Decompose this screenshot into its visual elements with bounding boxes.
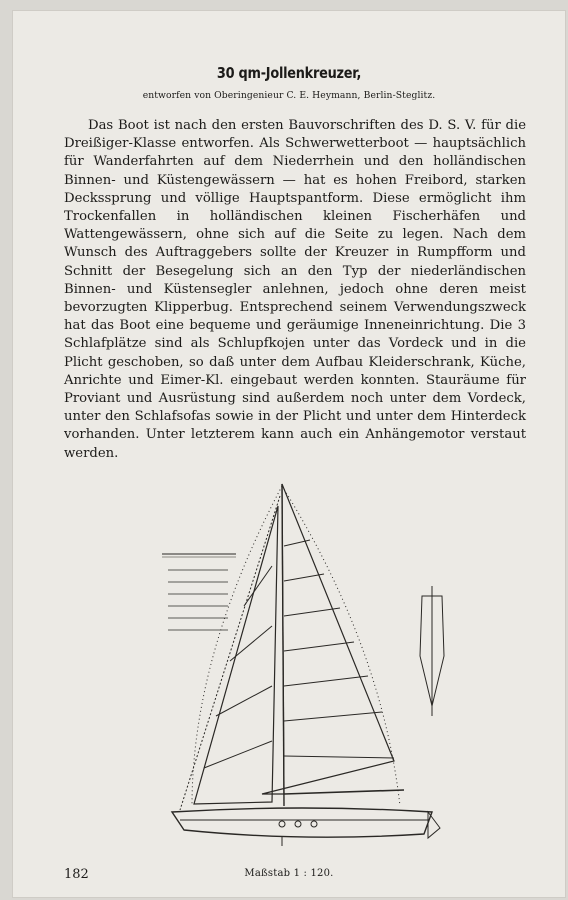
book-page [12,10,566,898]
foresail-outline [194,506,278,804]
page-number: 182 [64,867,89,882]
scale-caption: Maßstab 1 : 120. [244,868,334,879]
page-title: 30 qm-Jollenkreuzer, [216,64,362,82]
mainsail-outline [262,484,394,794]
page-subtitle: entworfen von Oberingenieur C. E. Heymann, Berlin-Steglitz. [142,90,436,101]
body-paragraph: Das Boot ist nach den ersten Bauvorschriften des D. S. V. für die Dreißiger-Klasse entworfen. Als Schwerwetterboot — hauptsächlich für Wanderfahrten auf dem Niederrhein und den holländischen Binnen- und Küstengewässern — hat es hohen Freibord, starken Deckssprung und völlige Hauptspantform. Diese ermöglicht ihm Trockenfallen in holländischen kleinen Fischerhäfen und Wattengewässern, ohne sich auf die Seite zu legen. Nach dem Wunsch des Auftraggebers sollte der Kreuzer in Rumpfform und Schnitt der Besegelung sich an den Typ der niederländischen Binnen- und Küstensegler anlehnen, jedoch ohne deren meist bevorzugten Klipperbug. Entsprechend seinem Verwendungszweck hat das Boot eine bequeme und geräumige Inneneinrichtung. Die 3 Schlafplätze sind als Schlupfkojen unter das Vordeck und in die Plicht geschoben, so daß unter dem Aufbau Kleiderschrank, Küche, Anrichte und Eimer-Kl. eingebaut werden konnten. Stauräume für Proviant und Ausrüstung sind außerdem noch unter dem Vordeck, unter den Schlafsofas sowie in der Plicht und unter dem Hinterdeck vorhanden. Unter letzterem kann auch ein Anhängemotor verstaut werden. [64,118,526,461]
sail-plan-drawing [132,476,492,868]
hull-outline [172,808,432,837]
